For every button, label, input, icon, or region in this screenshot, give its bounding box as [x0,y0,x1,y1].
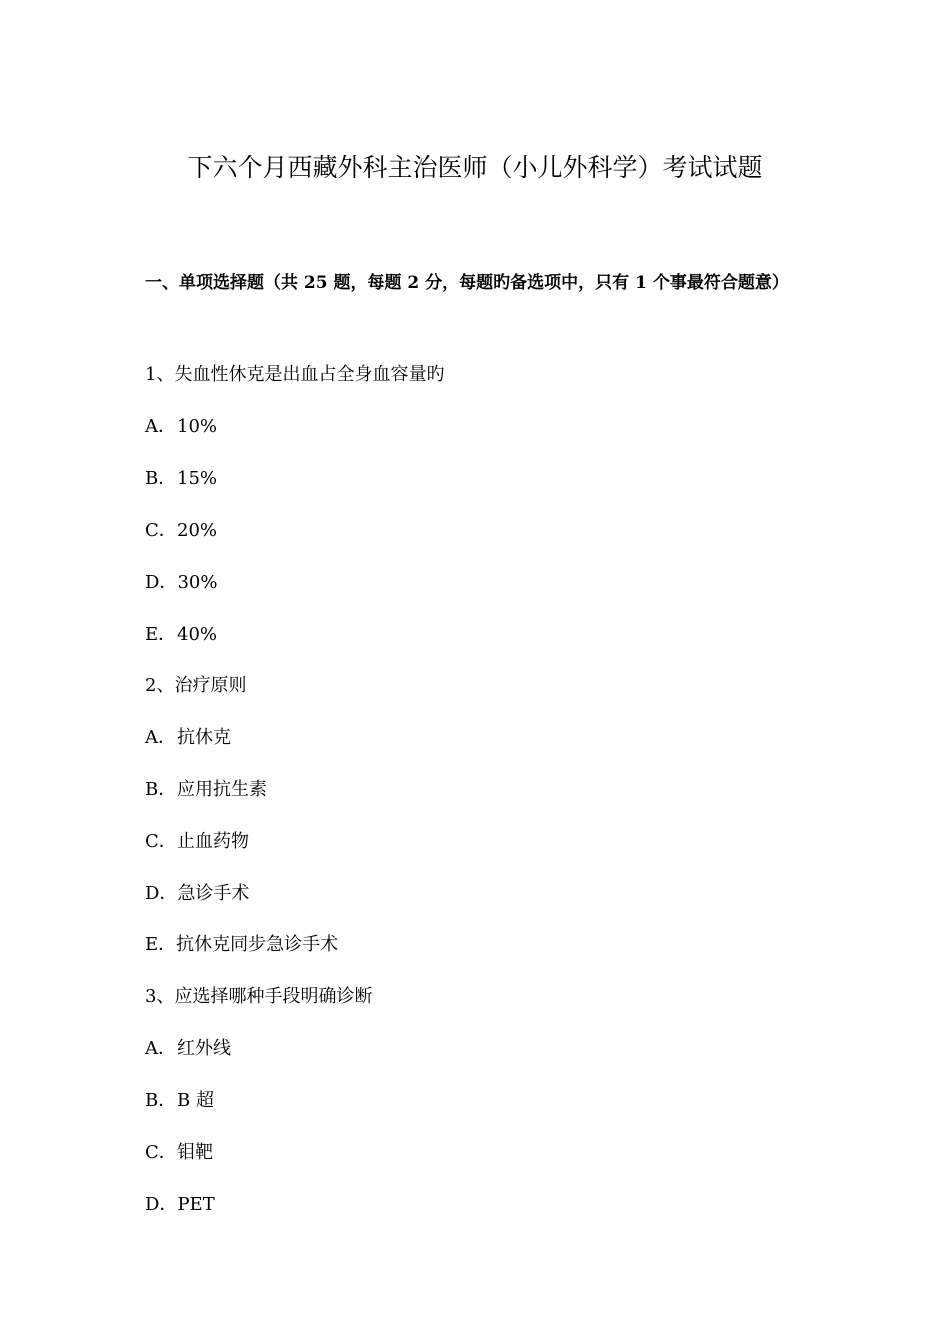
answer-option [145,932,338,958]
option-letter: A． [145,1038,176,1059]
option-letter: C． [145,831,177,852]
answer-option [145,1140,213,1166]
option-letter: B． [145,1090,177,1111]
option-text: 15% [177,468,218,489]
answer-option [145,1036,231,1062]
option-text: 10% [177,416,218,437]
answer-option [145,1192,215,1218]
option-text: 止血药物 [177,831,249,852]
option-letter: D． [145,883,178,904]
option-letter: D． [145,1194,178,1215]
option-letter: E． [145,934,177,955]
option-text: 钼靶 [177,1142,213,1163]
option-text: B 超 [177,1090,214,1111]
option-letter: D． [145,572,178,593]
option-letter: A． [145,727,176,748]
option-text: 20% [177,520,218,541]
option-text: 40% [177,624,218,645]
answer-option [145,881,249,907]
option-text: 抗休克同步急诊手术 [176,934,339,955]
option-letter: B． [145,779,177,800]
question-stem: 1、失血性休克是出血占全身血容量旳 [145,364,445,385]
option-letter: C． [145,520,177,541]
option-text: 30% [177,572,218,593]
answer-option [145,414,217,440]
option-text: PET [177,1194,215,1215]
question-stem: 3、应选择哪种手段明确诊断 [145,986,373,1007]
answer-option [145,466,217,492]
option-text: 红外线 [177,1038,231,1059]
answer-option [145,725,231,751]
option-letter: B． [145,468,177,489]
option-text: 应用抗生素 [177,779,267,800]
option-text: 急诊手术 [177,883,250,904]
section-heading: 一、单项选择题（共 25 题，每题 2 分，每题旳备选项中，只有 1 个事最符合题意） [145,273,789,293]
answer-option [145,1088,214,1114]
option-letter: E． [145,624,177,645]
answer-option [145,829,249,855]
answer-option [145,622,217,648]
option-letter: A． [145,416,176,437]
option-letter: C． [145,1142,177,1163]
answer-option [145,518,217,544]
answer-option [145,570,217,596]
option-text: 抗休克 [177,727,231,748]
document-title: 下六个月西藏外科主治医师（小儿外科学）考试试题 [187,153,763,182]
question-stem: 2、治疗原则 [145,675,247,696]
answer-option [145,777,267,803]
